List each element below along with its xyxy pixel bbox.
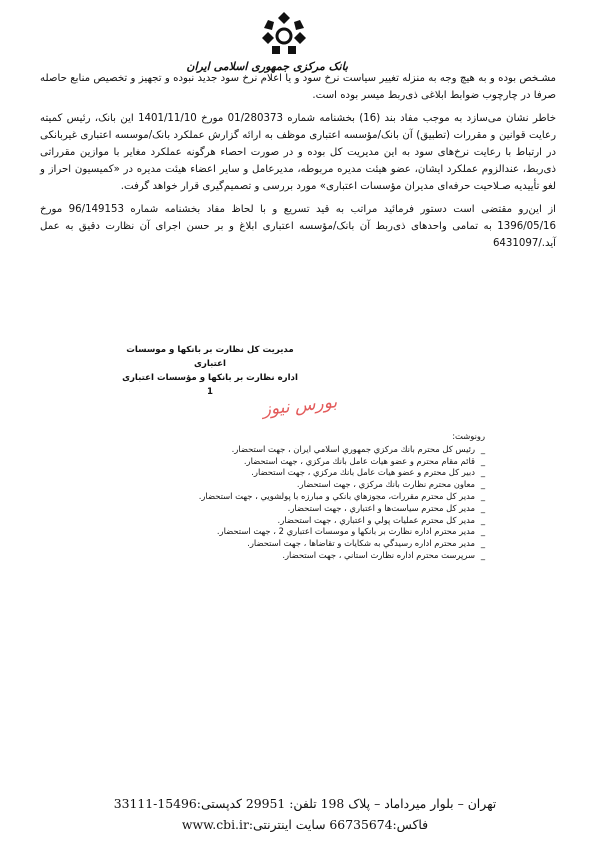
cc-item-text: رئيس كل محترم بانك مركزي جمهوري اسلامي ايران ، جهت استحضار. xyxy=(231,443,475,454)
footer-address: تهران – بلوار ميرداماد – پلاک 198 تلفن: 29951 كدپستی:15496-33111 xyxy=(113,796,497,811)
signature-line: مدیریت کل نظارت بر بانکها و موسسات اعتباری xyxy=(126,345,294,369)
cc-item-text: مدير محترم اداره نظارت بر بانكها و موسسات اعتباري 2 ، جهت استحضار. xyxy=(216,526,475,537)
cc-item-text: مدير كل محترم سياست‌ها و اعتباري ، جهت استحضار. xyxy=(287,502,475,513)
cc-item-text: سرپرست محترم اداره نظارت استاني ، جهت استحضار. xyxy=(282,549,475,560)
cc-list xyxy=(198,443,485,562)
list-item: _مدير كل محترم عمليات پولي و اعتباري ، جهت استحضار. xyxy=(277,514,485,525)
letter-footer xyxy=(80,793,530,835)
body-paragraph: مشـخص بوده و به هیچ وجه به منزله تغییر سیاست نرخ سود و یا اعلام نرخ سود جدید نبوده و تجهیز و تخصیص منابع حاصله صرفا در چارچوب ضوابط ابلاغی ذی‌ربط میسر بوده است. xyxy=(40,73,556,101)
list-item: _دبير كل محترم و عضو هيات عامل بانك مركزي ، جهت استحضار. xyxy=(251,467,485,478)
bank-name: بانک مرکزی جمهوری اسلامی ایران xyxy=(186,60,348,73)
body-paragraph: خاطر نشان می‌سازد به موجب مفاد بند (16) بخشنامه شماره 01/280373 مورخ 1401/11/10 این بانک، رئیس کمیته رعایت قوانین و مقررات (تطبیق) آن بانک/مؤسسه اعتباری موظف به ارائه گزارش عملکرد بانک/موسسه اعتباری غیربانکی در ارتباط با رعایت نرخ‌های سود به این مدیریت کل بوده و در صورت احصاء هرگونه عملکرد مغایر با موازین مقرراتی ذی‌ربط، عندالزوم عملکرد ایشان، عضو هیئت مدیره مربوطه، مدیرعامل و سایر اعضاء هیئت مدیره در «کمیسیون احراز و لغو تأییدیه صـلاحیت حرفه‌ای مدیران مؤسسات اعتباری» مورد بررسی و تصمیم‌گیری قرار خواهد گرفت. xyxy=(40,113,556,192)
footer-contact: فاکس:66735674 سايت اينترنتی:www.cbi.ir xyxy=(181,817,429,832)
central-bank-logo-icon xyxy=(260,10,308,58)
cc-item-text: قائم مقام محترم و عضو هيات عامل بانك مركزي ، جهت استحضار. xyxy=(243,455,475,466)
list-item: _سرپرست محترم اداره نظارت استاني ، جهت استحضار. xyxy=(282,549,485,560)
cc-item-text: معاون محترم نظارت بانك مركزي ، جهت استحضار. xyxy=(296,479,475,490)
signature-line: اداره نظارت بر بانکها و مؤسسات اعتباری 1 xyxy=(122,373,298,397)
body-paragraph: از این‌رو مقتضی است دستور فرمائید مراتب به قید تسریع و با لحاظ مفاد بخشنامه شماره 96/149153 مورخ 1396/05/16 به تمامی واحدهای ذی‌ربط آن بانک/مؤسسه اعتباری ابلاغ و بر حسن اجرای آن نظارت دقیق به عمل آید./6431097 xyxy=(40,204,556,249)
letter-body xyxy=(40,70,556,258)
signature-block xyxy=(120,343,300,399)
cc-item-text: دبير كل محترم و عضو هيات عامل بانك مركزي ، جهت استحضار. xyxy=(251,467,475,478)
watermark-logo: بورس نیوز xyxy=(261,392,339,420)
list-item: _قائم مقام محترم و عضو هيات عامل بانك مركزي ، جهت استحضار. xyxy=(243,455,485,466)
cc-title: رونوشت: xyxy=(452,431,485,441)
list-item: _معاون محترم نظارت بانك مركزي ، جهت استحضار. xyxy=(296,479,485,490)
cc-block xyxy=(198,431,485,562)
list-item: _مدير محترم اداره رسيدگي به شكايات و تقاضاها ، جهت استحضار. xyxy=(247,538,485,549)
list-item: _مدير محترم اداره نظارت بر بانكها و موسسات اعتباري 2 ، جهت استحضار. xyxy=(216,526,485,537)
cc-item-text: مدير كل محترم عمليات پولي و اعتباري ، جهت استحضار. xyxy=(277,514,475,525)
list-item: _رئيس كل محترم بانك مركزي جمهوري اسلامي ايران ، جهت استحضار. xyxy=(231,443,485,454)
cc-item-text: مدير محترم اداره رسيدگي به شكايات و تقاضاها ، جهت استحضار. xyxy=(247,538,475,549)
cc-item-text: مدير كل محترم مقررات، مجوزهاي بانكي و مبارزه با پولشويي ، جهت استحضار. xyxy=(198,490,475,501)
list-item: _مدير كل محترم سياست‌ها و اعتباري ، جهت استحضار. xyxy=(287,502,485,513)
list-item: _مدير كل محترم مقررات، مجوزهاي بانكي و مبارزه با پولشويي ، جهت استحضار. xyxy=(198,490,485,501)
